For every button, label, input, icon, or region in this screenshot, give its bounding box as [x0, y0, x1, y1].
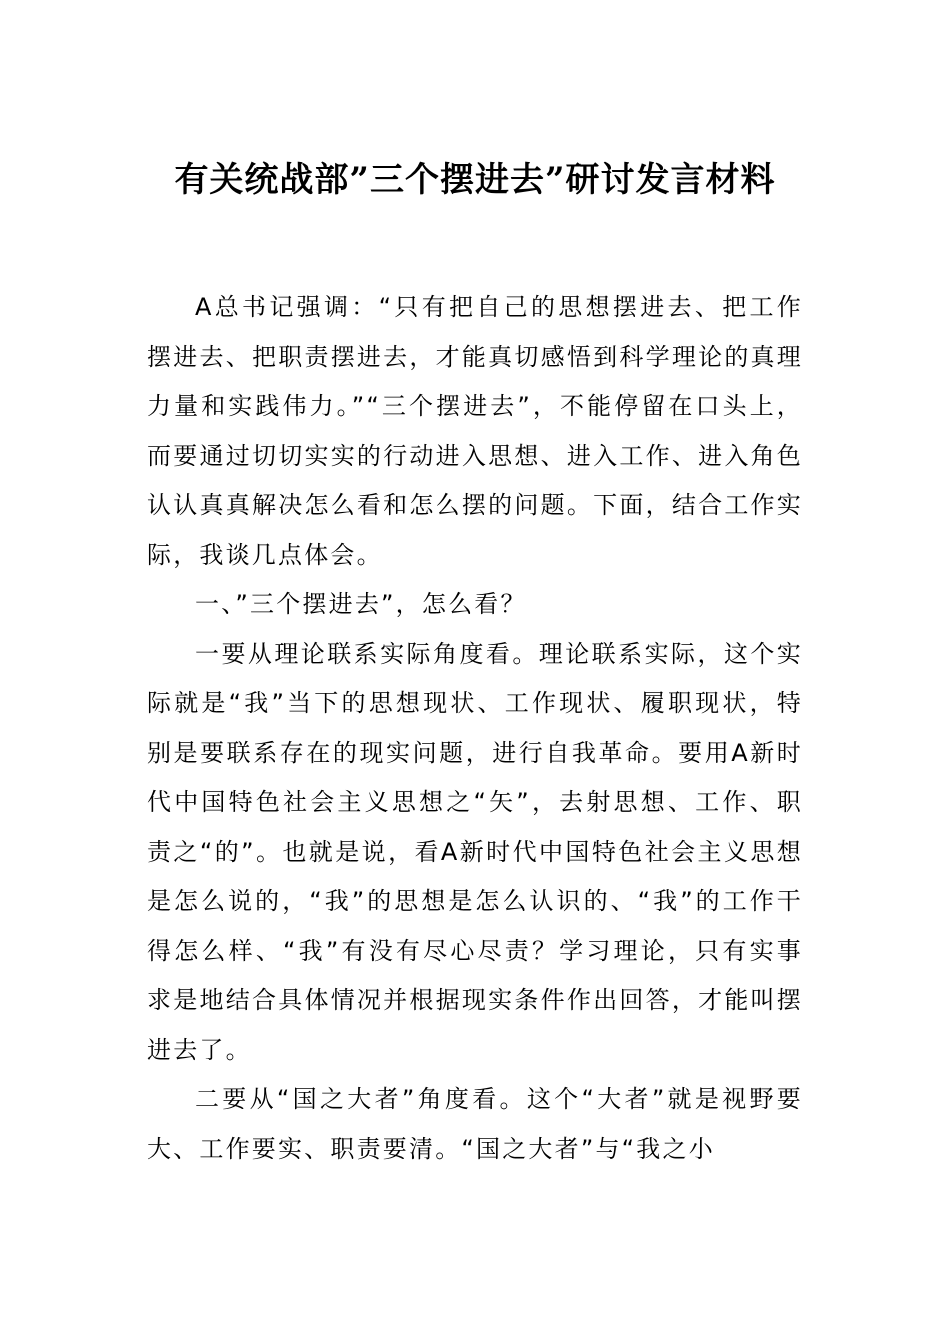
document-title: 有关统战部”三个摆进去”研讨发言材料 — [174, 160, 776, 200]
paragraph-point-2: 二要从“国之大者”角度看。这个“大者”就是视野要大、工作要实、职责要清。“国之大者”与“我之小 — [147, 1085, 803, 1163]
document-body — [147, 283, 803, 1174]
paragraph-intro: A总书记强调：“只有把自己的思想摆进去、把工作摆进去、把职责摆进去，才能真切感悟到科学理论的真理力量和实践伟力。”“三个摆进去”，不能停留在口头上，而要通过切切实实的行动进入思想、进入工作、进入角色认认真真解决怎么看和怎么摆的问题。下面，结合工作实际，我谈几点体会。 — [147, 293, 803, 569]
paragraph-point-1: 一要从理论联系实际角度看。理论联系实际，这个实际就是“我”当下的思想现状、工作现状、履职现状，特别是要联系存在的现实问题，进行自我革命。要用A新时代中国特色社会主义思想之“矢”，去射思想、工作、职责之“的”。也就是说，看A新时代中国特色社会主义思想是怎么说的，“我”的思想是怎么认识的、“我”的工作干得怎么样、“我”有没有尽心尽责？学习理论，只有实事求是地结合具体情况并根据现实条件作出回答，才能叫摆进去了。 — [147, 639, 803, 1064]
section-heading-1: 一、”三个摆进去”，怎么看？ — [195, 590, 527, 618]
